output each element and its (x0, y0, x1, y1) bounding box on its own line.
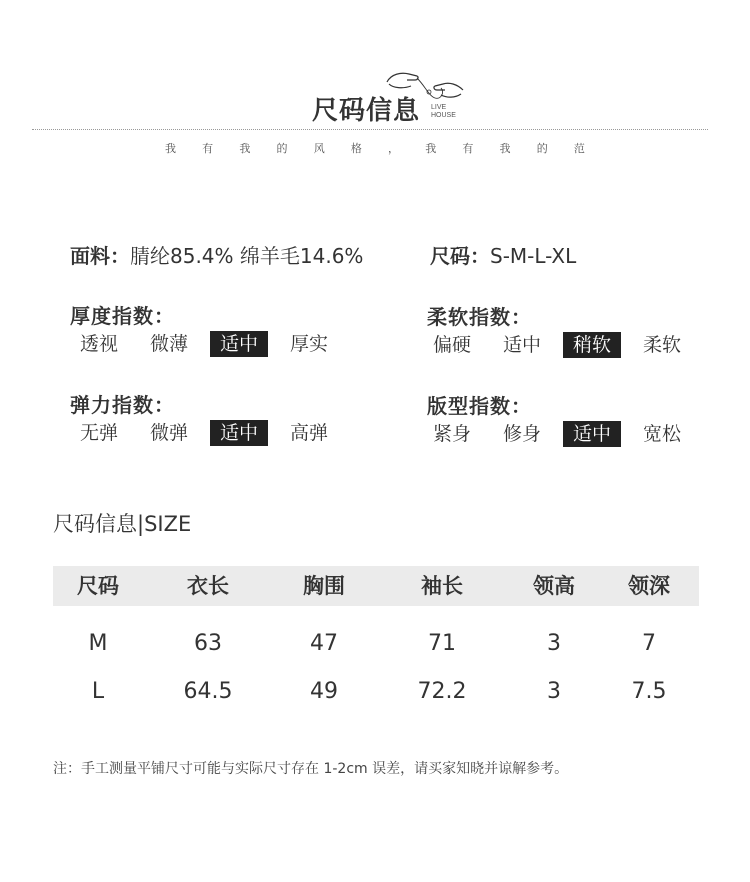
slogan-char: 格 (350, 142, 362, 155)
slogan-char: 有 (462, 142, 474, 155)
table-cell: L (91, 679, 105, 704)
size-table-title: 尺码信息|SIZE (53, 512, 192, 536)
fit-index-options (423, 421, 703, 447)
table-cell: 64.5 (183, 679, 233, 704)
index-option-selected: 稍软 (563, 332, 621, 358)
slogan-char: 的 (276, 142, 288, 155)
table-row (53, 620, 699, 668)
elasticity-index-title: 弹力指数： (70, 393, 175, 417)
slogan-char: 范 (573, 142, 585, 155)
table-cell: 7 (642, 631, 656, 656)
index-option-selected: 适中 (210, 420, 268, 446)
header-divider (32, 129, 708, 130)
logo-text: LIVE HOUSE (431, 104, 456, 119)
index-option: 适中 (502, 334, 541, 356)
table-row (53, 668, 699, 716)
table-cell: M (88, 631, 108, 656)
page-title: 尺码信息 (312, 96, 421, 126)
header-cell: 领高 (533, 574, 575, 598)
index-option: 微薄 (149, 333, 188, 355)
index-option: 微弹 (149, 422, 188, 444)
thickness-index-title: 厚度指数： (70, 304, 175, 328)
table-cell: 49 (310, 679, 338, 704)
index-option: 透视 (79, 333, 118, 355)
table-cell: 63 (194, 631, 222, 656)
slogan-char: 的 (536, 142, 548, 155)
header-cell: 领深 (628, 574, 670, 598)
table-cell: 7.5 (631, 679, 667, 704)
softness-index-title: 柔软指数： (427, 305, 532, 329)
softness-index-options (423, 332, 703, 358)
table-cell: 3 (547, 631, 561, 656)
header-cell: 袖长 (421, 574, 463, 598)
header-cell: 胸围 (303, 574, 345, 598)
index-option-selected: 适中 (210, 331, 268, 357)
index-option-selected: 适中 (563, 421, 621, 447)
size-table-header (53, 566, 699, 606)
header-cell: 尺码 (77, 574, 119, 598)
table-cell: 47 (310, 631, 338, 656)
slogan-char: ， (388, 142, 400, 155)
table-cell: 72.2 (417, 679, 467, 704)
slogan-char: 我 (425, 142, 437, 155)
slogan-char: 我 (239, 142, 251, 155)
index-option: 紧身 (432, 423, 471, 445)
index-option: 偏硬 (432, 334, 471, 356)
index-option: 无弹 (79, 422, 118, 444)
slogan-char: 有 (202, 142, 214, 155)
slogan-char: 我 (499, 142, 511, 155)
index-option: 宽松 (642, 423, 681, 445)
fit-index-title: 版型指数： (427, 394, 532, 418)
size-table (53, 566, 699, 716)
slogan-char: 风 (313, 142, 325, 155)
measurement-note: 注：手工测量平铺尺寸可能与实际尺寸存在 1-2cm 误差，请买家知晓并谅解参考。 (53, 761, 569, 777)
index-option: 修身 (502, 423, 541, 445)
table-cell: 3 (547, 679, 561, 704)
thickness-index-options (70, 331, 350, 357)
header-slogan (165, 140, 585, 156)
hands-logo-icon (383, 62, 467, 106)
index-option: 柔软 (642, 334, 681, 356)
elasticity-index-options (70, 420, 350, 446)
slogan-char: 我 (165, 142, 176, 155)
index-option: 高弹 (289, 422, 328, 444)
index-option: 厚实 (289, 333, 328, 355)
table-cell: 71 (428, 631, 456, 656)
fabric-spec: 面料：腈纶85.4% 绵羊毛14.6% (70, 244, 364, 268)
header-cell: 衣长 (187, 574, 229, 598)
size-range-spec: 尺码：S-M-L-XL (430, 244, 577, 268)
